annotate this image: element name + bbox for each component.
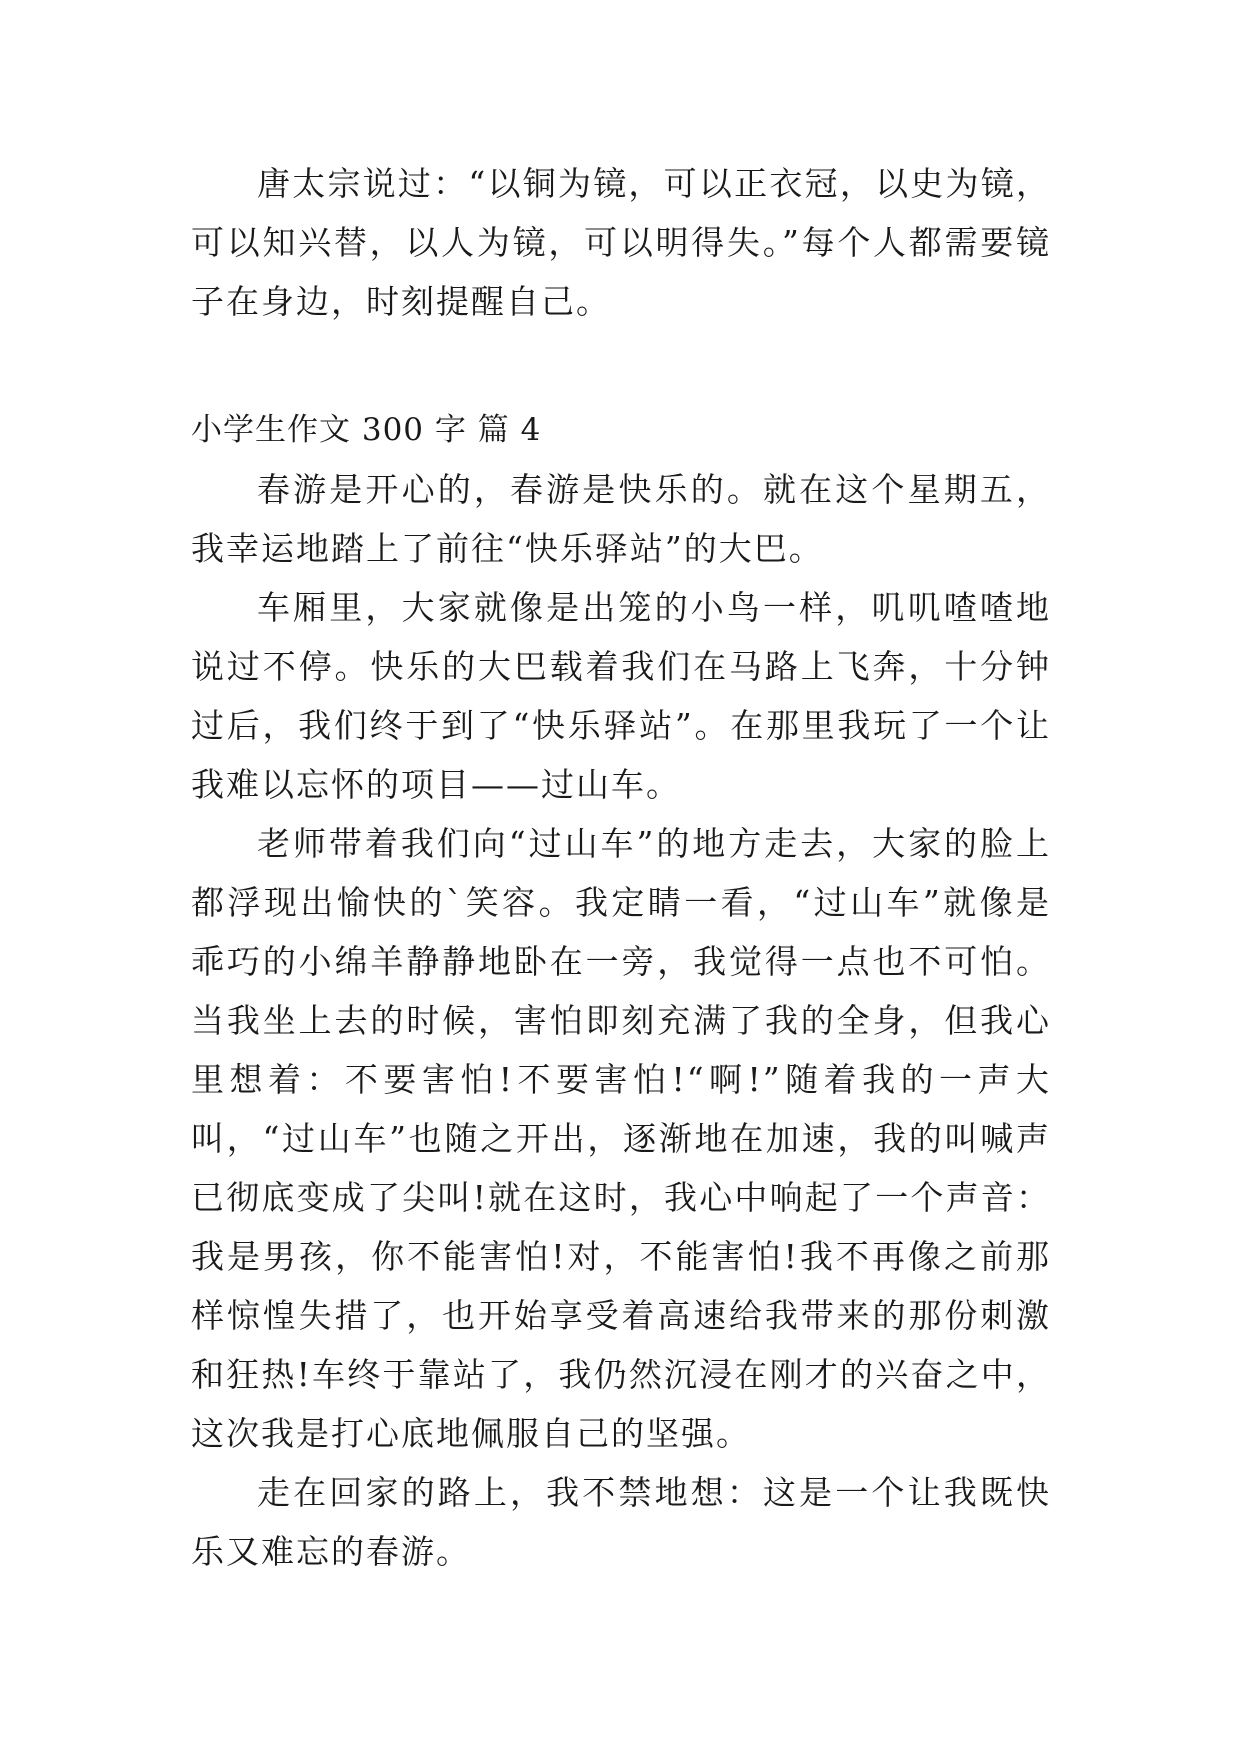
paragraph-1: 春游是开心的，春游是快乐的。就在这个星期五，我幸运地踏上了前往“快乐驿站”的大巴。 [191, 470, 1051, 568]
intro-paragraph: 唐太宗说过：“以铜为镜，可以正衣冠，以史为镜，可以知兴替，以人为镜，可以明得失。”每个人都需要镜子在身边，时刻提醒自己。 [191, 164, 1051, 321]
paragraph-3: 老师带着我们向“过山车”的地方走去，大家的脸上都浮现出愉快的`笑容。我定睛一看，“过山车”就像是乖巧的小绵羊静静地卧在一旁，我觉得一点也不可怕。当我坐上去的时候，害怕即刻充满了我的全身，但我心里想着：不要害怕!不要害怕!“啊!”随着我的一声大叫，“过山车”也随之开出，逐渐地在加速，我的叫喊声已彻底变成了尖叫!就在这时，我心中响起了一个声音：我是男孩，你不能害怕!对，不能害怕!我不再像之前那样惊惶失措了，也开始享受着高速给我带来的那份刺激和狂热!车终于靠站了，我仍然沉浸在刚才的兴奋之中，这次我是打心底地佩服自己的坚强。 [191, 824, 1051, 1453]
section-heading: 小学生作文 300 字 篇 4 [191, 412, 542, 448]
document-body [191, 154, 1051, 1581]
paragraph-4: 走在回家的路上，我不禁地想：这是一个让我既快乐又难忘的春游。 [191, 1473, 1051, 1571]
paragraph-2: 车厢里，大家就像是出笼的小鸟一样，叽叽喳喳地说过不停。快乐的大巴载着我们在马路上飞奔，十分钟过后，我们终于到了“快乐驿站”。在那里我玩了一个让我难以忘怀的项目——过山车。 [191, 588, 1051, 804]
